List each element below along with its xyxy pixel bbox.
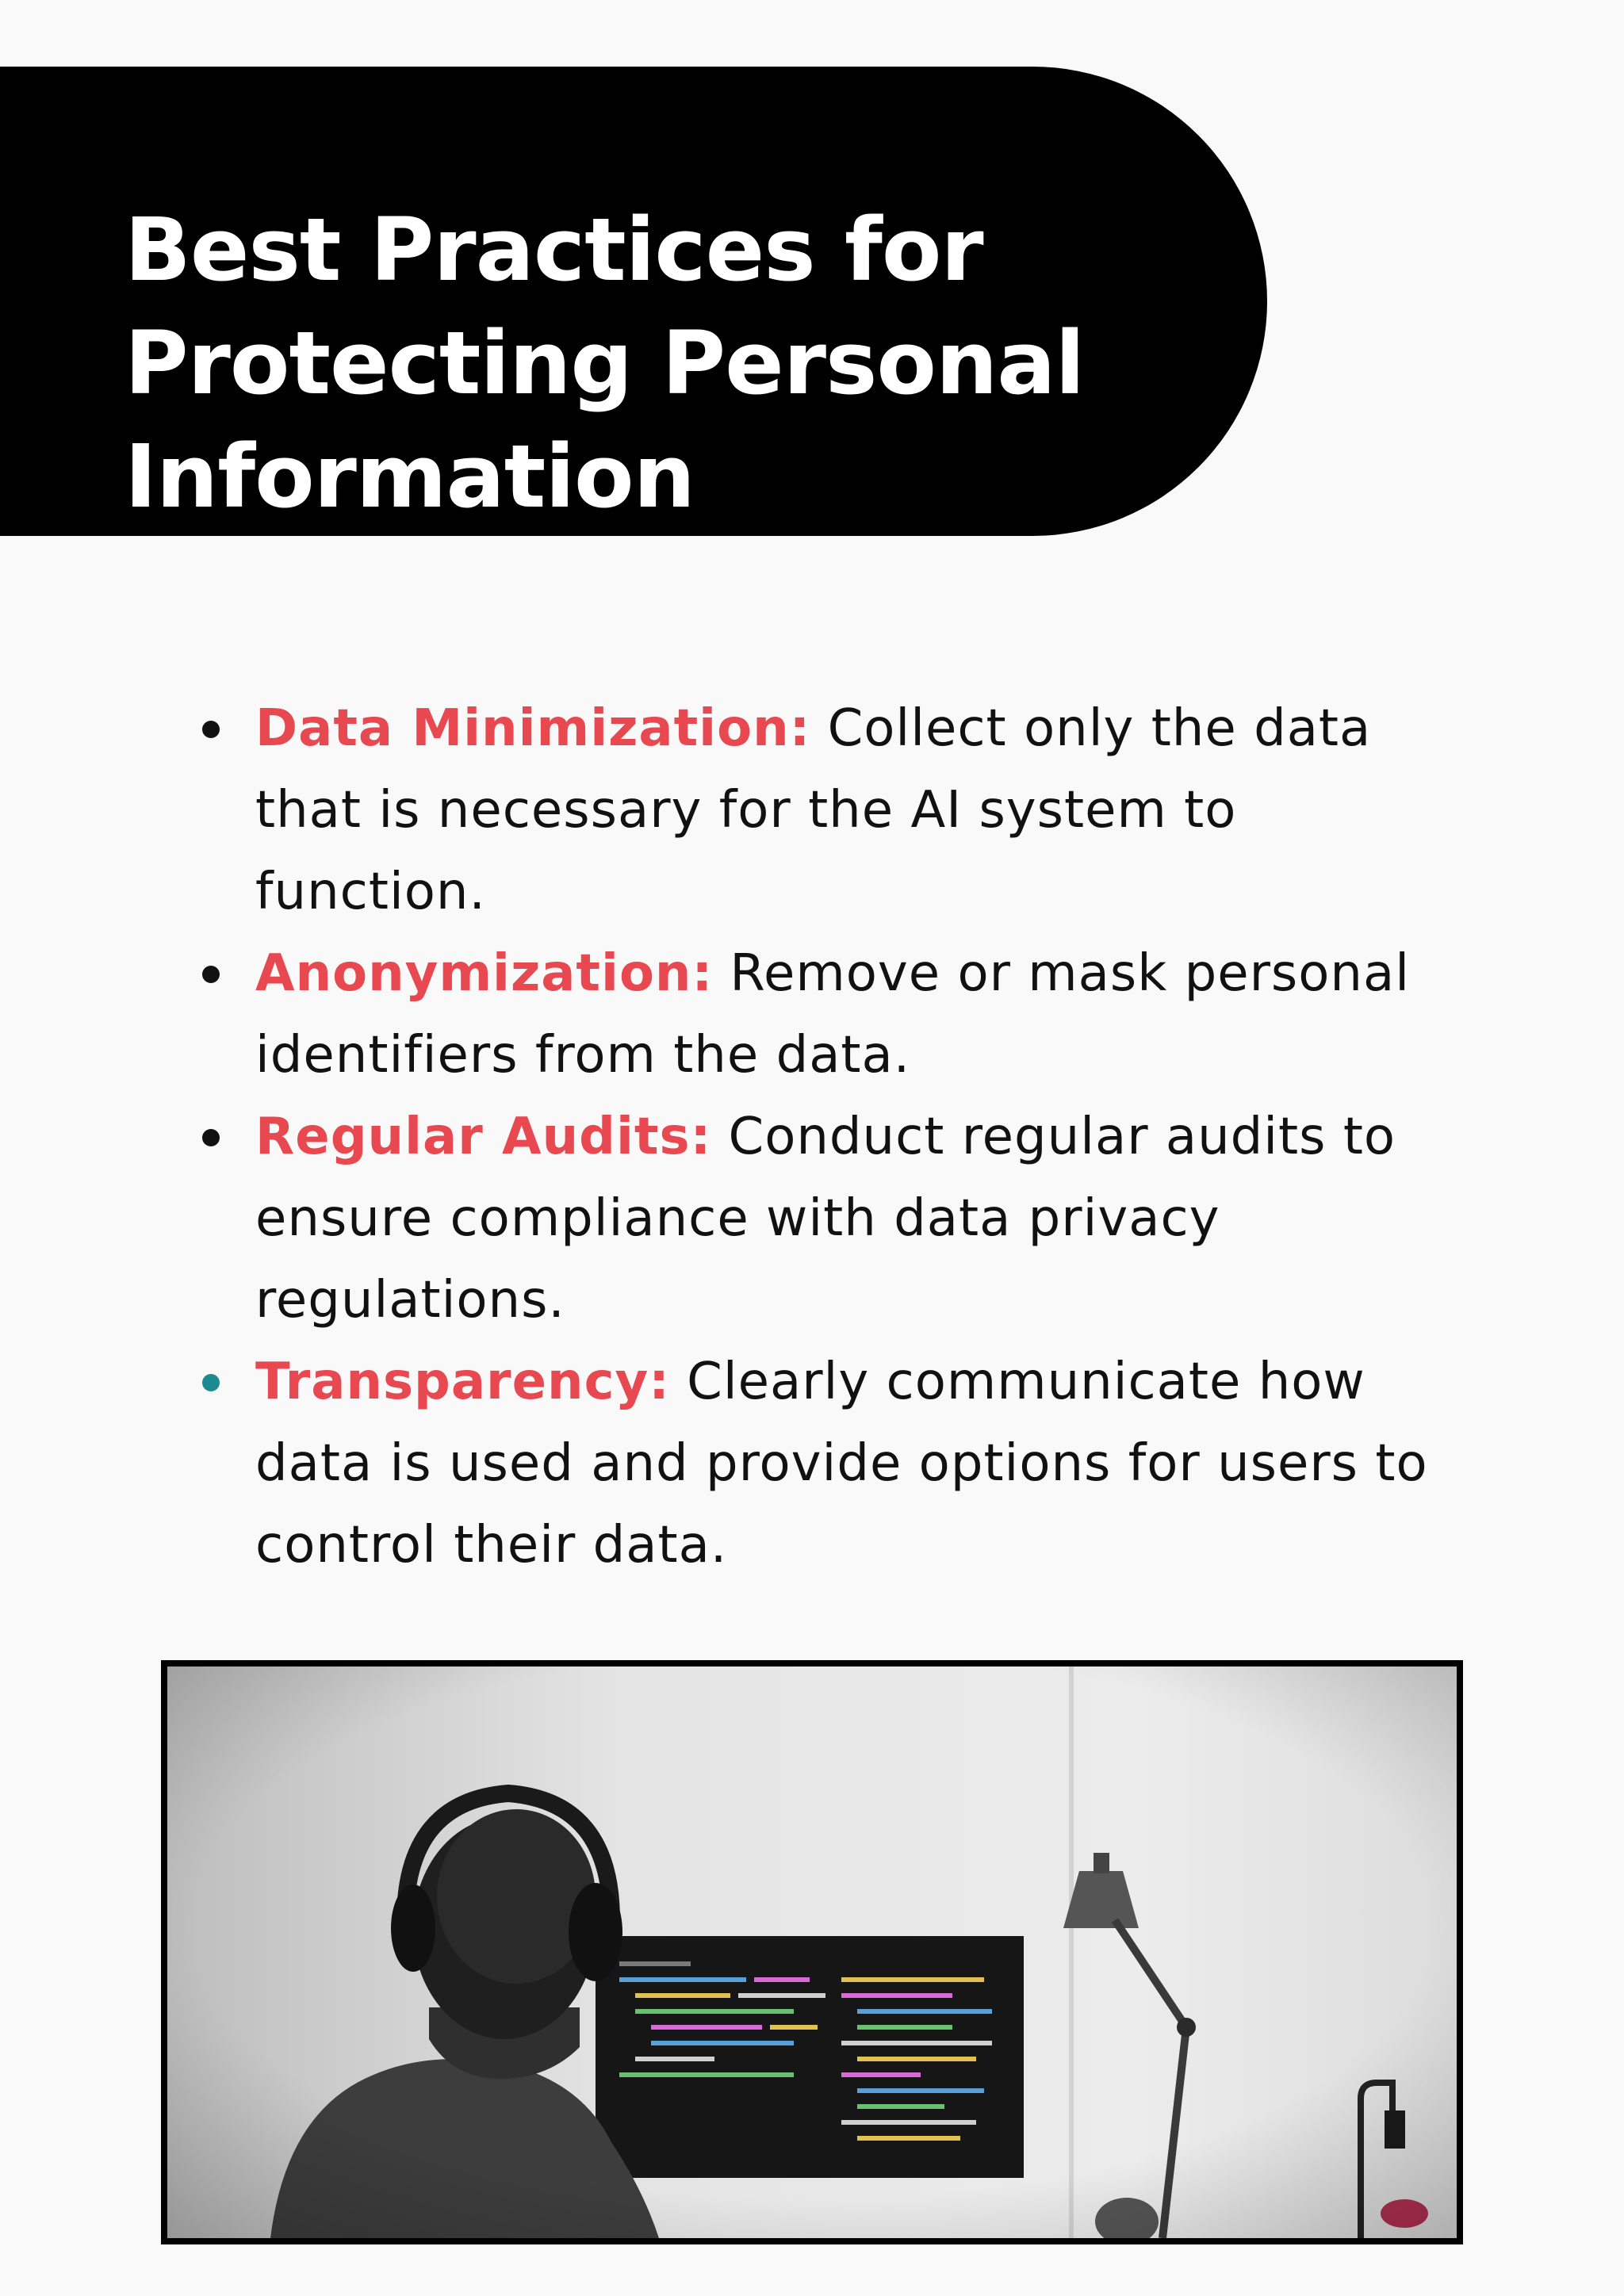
- practices-list: [0, 688, 1477, 1586]
- bullet-icon: [202, 966, 220, 983]
- practice-description: Remove or mask personal identifiers from the data.: [255, 944, 1410, 1085]
- bullet-icon: [202, 721, 220, 738]
- list-item: [0, 1096, 1477, 1341]
- practice-term: Transparency:: [255, 1353, 670, 1411]
- practice-description: Collect only the data that is necessary for the AI system to function.: [255, 699, 1372, 921]
- practice-description: Conduct regular audits to ensure compliance with data privacy regulations.: [255, 1108, 1396, 1330]
- practice-term: Regular Audits:: [255, 1108, 712, 1166]
- practice-term: Anonymization:: [255, 944, 714, 1003]
- bullet-icon: [202, 1374, 220, 1391]
- list-item: [0, 933, 1477, 1096]
- list-item: [0, 688, 1477, 933]
- page-title: Best Practices for Protecting Personal Information: [124, 199, 1085, 527]
- practice-description: Clearly communicate how data is used and provide options for users to control their data.: [255, 1353, 1428, 1575]
- list-item: [0, 1341, 1477, 1586]
- practice-term: Data Minimization:: [255, 699, 811, 758]
- person-with-headphones-at-computer-photo: [161, 1660, 1463, 2244]
- photo-illustration: [167, 1667, 1457, 2238]
- bullet-icon: [202, 1129, 220, 1146]
- title-banner: [0, 67, 1267, 536]
